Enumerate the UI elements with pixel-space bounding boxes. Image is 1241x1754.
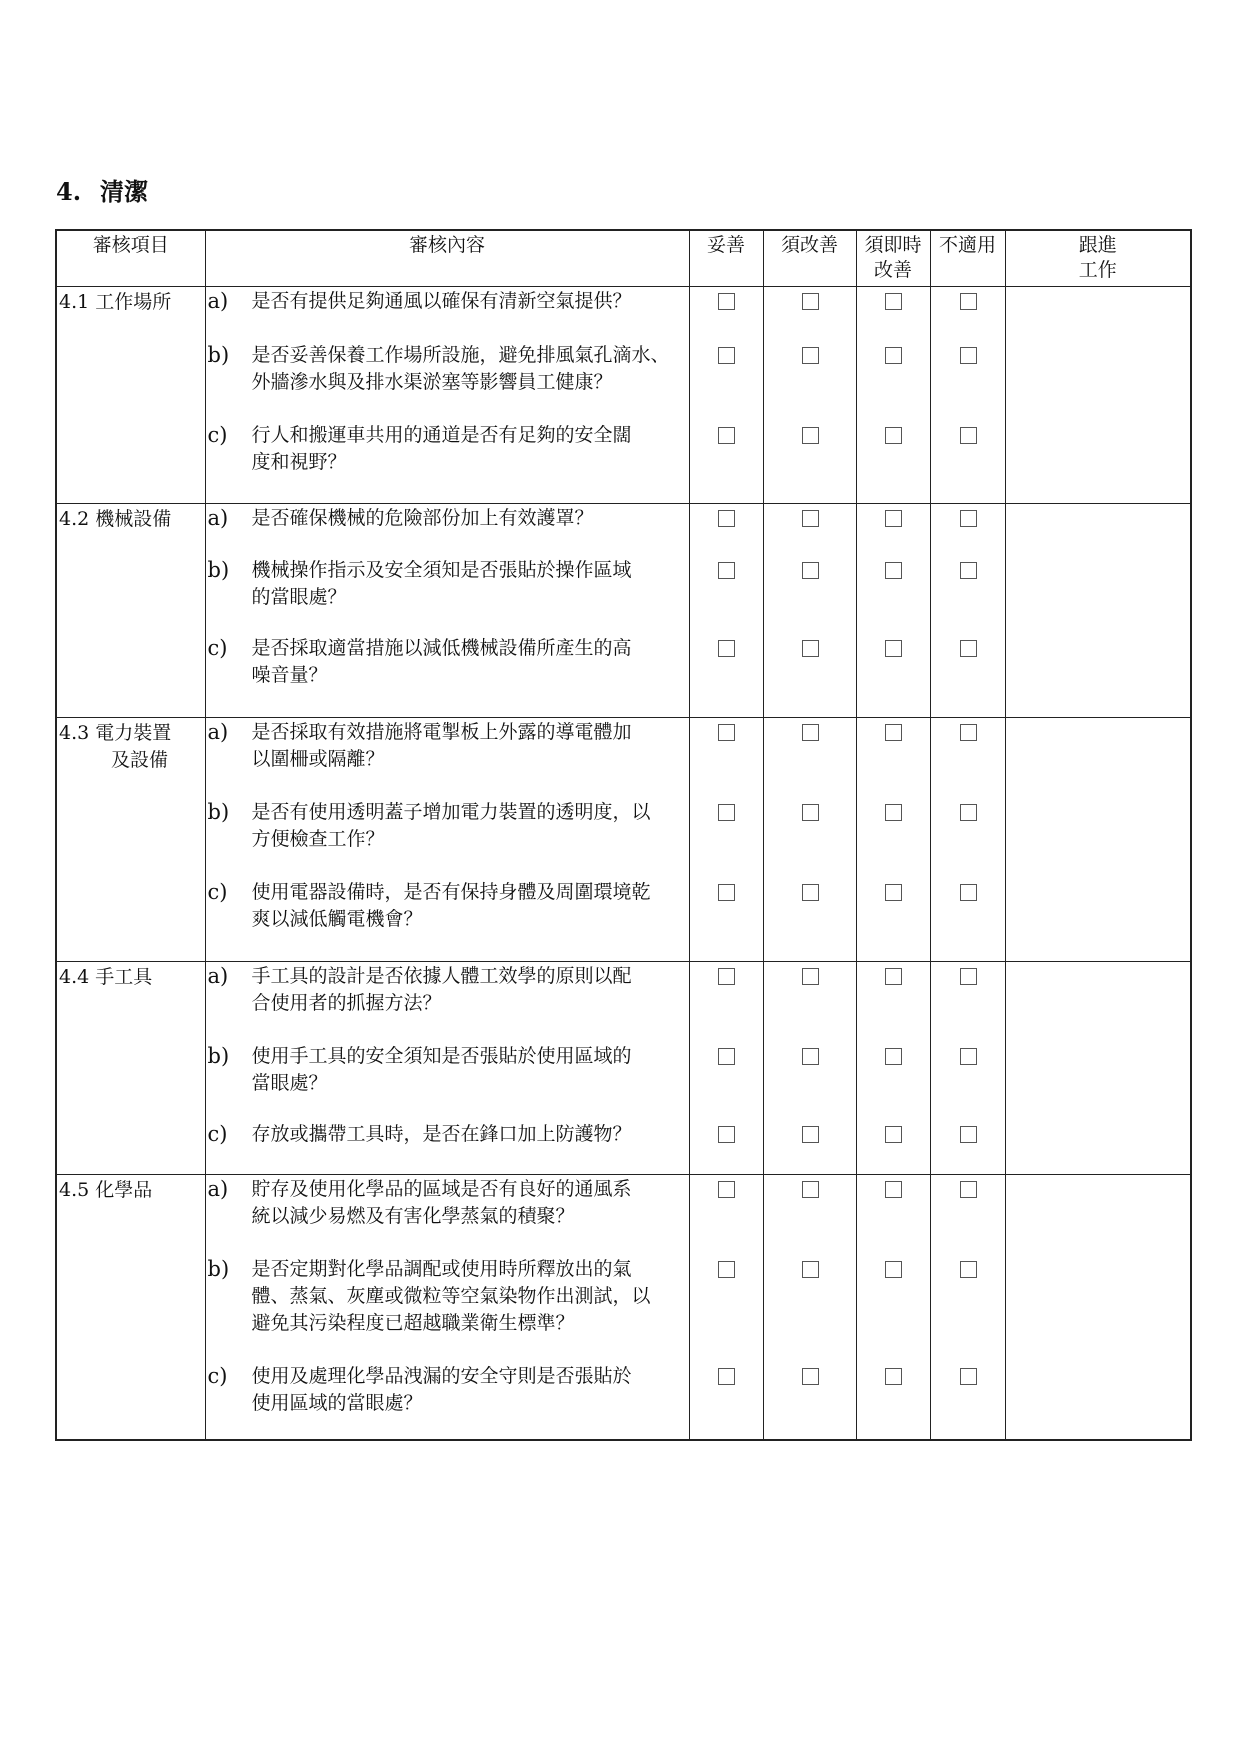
checkbox-na[interactable] xyxy=(960,1126,977,1143)
checkbox-na[interactable] xyxy=(960,347,977,364)
checkbox-improve[interactable] xyxy=(802,884,819,901)
checkbox-na[interactable] xyxy=(960,293,977,310)
checkbox-na[interactable] xyxy=(960,804,977,821)
checkbox-urgent[interactable] xyxy=(885,1181,902,1198)
question-line: 是否妥善保養工作場所設施，避免排風氣孔滴水、 xyxy=(251,343,670,366)
check-cell-good xyxy=(689,503,763,717)
checkbox-good[interactable] xyxy=(718,968,735,985)
checkbox-improve[interactable] xyxy=(802,510,819,527)
item-letter: b) xyxy=(207,1256,230,1281)
question-line: 度和視野？ xyxy=(251,450,347,473)
category-label: 4.4 手工具 xyxy=(59,965,153,988)
check-cell-urgent xyxy=(856,1174,930,1440)
question-line: 當眼處？ xyxy=(251,1071,328,1094)
checkbox-urgent[interactable] xyxy=(885,968,902,985)
item-question xyxy=(252,342,689,396)
checkbox-urgent[interactable] xyxy=(885,1368,902,1385)
checkbox-good[interactable] xyxy=(718,510,735,527)
section-row xyxy=(56,961,1191,1174)
check-cell-improve xyxy=(763,286,856,503)
question-line: 是否採取有效措施將電掣板上外露的導電體加 xyxy=(251,720,632,743)
item-letter: c) xyxy=(207,1121,228,1146)
checkbox-urgent[interactable] xyxy=(885,724,902,741)
check-cell-na xyxy=(930,961,1005,1174)
checkbox-improve[interactable] xyxy=(802,427,819,444)
checkbox-urgent[interactable] xyxy=(885,640,902,657)
header-content: 審核內容 xyxy=(205,230,689,286)
content-cell xyxy=(205,503,689,717)
item-letter: c) xyxy=(207,1363,228,1388)
question-line: 噪音量？ xyxy=(251,663,328,686)
check-cell-improve xyxy=(763,503,856,717)
item-letter: c) xyxy=(207,635,228,660)
checkbox-improve[interactable] xyxy=(802,1368,819,1385)
followup-cell[interactable] xyxy=(1005,961,1191,1174)
question-line: 的當眼處？ xyxy=(251,585,347,608)
checkbox-good[interactable] xyxy=(718,804,735,821)
checkbox-na[interactable] xyxy=(960,1368,977,1385)
question-line: 行人和搬運車共用的通道是否有足夠的安全闊 xyxy=(251,423,632,446)
checkbox-good[interactable] xyxy=(718,1368,735,1385)
followup-cell[interactable] xyxy=(1005,286,1191,503)
item-question xyxy=(252,799,689,853)
section-row xyxy=(56,286,1191,503)
check-cell-urgent xyxy=(856,961,930,1174)
checkbox-good[interactable] xyxy=(718,1048,735,1065)
question-line: 外牆滲水與及排水渠淤塞等影響員工健康？ xyxy=(251,370,613,393)
question-line: 使用手工具的安全須知是否張貼於使用區域的 xyxy=(251,1044,632,1067)
checkbox-good[interactable] xyxy=(718,293,735,310)
item-letter: a) xyxy=(207,288,229,313)
header-improve: 須改善 xyxy=(763,230,856,286)
checkbox-urgent[interactable] xyxy=(885,1261,902,1278)
checkbox-improve[interactable] xyxy=(802,1126,819,1143)
category-cell xyxy=(56,503,205,717)
checkbox-na[interactable] xyxy=(960,1181,977,1198)
checkbox-good[interactable] xyxy=(718,1126,735,1143)
audit-item xyxy=(206,505,689,532)
item-question xyxy=(252,719,689,773)
checkbox-improve[interactable] xyxy=(802,293,819,310)
checkbox-improve[interactable] xyxy=(802,724,819,741)
audit-item xyxy=(206,557,689,611)
checkbox-improve[interactable] xyxy=(802,640,819,657)
check-cell-good xyxy=(689,961,763,1174)
checkbox-good[interactable] xyxy=(718,724,735,741)
check-cell-na xyxy=(930,717,1005,961)
item-question xyxy=(252,963,689,1017)
checkbox-urgent[interactable] xyxy=(885,1126,902,1143)
checkbox-good[interactable] xyxy=(718,884,735,901)
section-title: 清潔 xyxy=(100,177,148,206)
checkbox-na[interactable] xyxy=(960,968,977,985)
header-item: 審核項目 xyxy=(56,230,205,286)
item-question xyxy=(252,1176,689,1230)
checkbox-good[interactable] xyxy=(718,562,735,579)
question-line: 以圍柵或隔離？ xyxy=(251,747,385,770)
audit-item xyxy=(206,799,689,853)
checkbox-good[interactable] xyxy=(718,427,735,444)
checkbox-improve[interactable] xyxy=(802,1048,819,1065)
question-line: 爽以減低觸電機會？ xyxy=(251,907,423,930)
item-letter: a) xyxy=(207,719,229,744)
checkbox-improve[interactable] xyxy=(802,562,819,579)
checkbox-urgent[interactable] xyxy=(885,427,902,444)
item-question xyxy=(252,1043,689,1097)
checkbox-na[interactable] xyxy=(960,427,977,444)
checkbox-improve[interactable] xyxy=(802,804,819,821)
check-cell-urgent xyxy=(856,286,930,503)
checkbox-urgent[interactable] xyxy=(885,1048,902,1065)
section-row xyxy=(56,717,1191,961)
item-letter: b) xyxy=(207,799,230,824)
item-question xyxy=(252,879,689,933)
checkbox-urgent[interactable] xyxy=(885,510,902,527)
check-cell-na xyxy=(930,286,1005,503)
question-line: 存放或攜帶工具時，是否在鋒口加上防護物？ xyxy=(251,1122,632,1145)
checkbox-na[interactable] xyxy=(960,562,977,579)
followup-cell[interactable] xyxy=(1005,503,1191,717)
checkbox-improve[interactable] xyxy=(802,1181,819,1198)
checkbox-urgent[interactable] xyxy=(885,562,902,579)
item-question xyxy=(252,422,689,476)
audit-checklist-table xyxy=(55,229,1192,1441)
checkbox-improve[interactable] xyxy=(802,347,819,364)
category-label: 4.1 工作場所 xyxy=(59,290,172,313)
category-cell xyxy=(56,961,205,1174)
checkbox-na[interactable] xyxy=(960,1048,977,1065)
check-cell-improve xyxy=(763,1174,856,1440)
header-urgent: 須即時 改善 xyxy=(856,230,930,286)
content-cell xyxy=(205,286,689,503)
question-line: 手工具的設計是否依據人體工效學的原則以配 xyxy=(251,964,632,987)
audit-item xyxy=(206,1121,689,1148)
checkbox-improve[interactable] xyxy=(802,1261,819,1278)
section-row xyxy=(56,1174,1191,1440)
category-cell xyxy=(56,286,205,503)
item-letter: a) xyxy=(207,963,229,988)
question-line: 機械操作指示及安全須知是否張貼於操作區域 xyxy=(251,558,632,581)
followup-cell[interactable] xyxy=(1005,1174,1191,1440)
audit-item xyxy=(206,288,689,315)
checkbox-good[interactable] xyxy=(718,1261,735,1278)
header-good: 妥善 xyxy=(689,230,763,286)
audit-item xyxy=(206,1043,689,1097)
audit-item xyxy=(206,1176,689,1230)
checkbox-na[interactable] xyxy=(960,510,977,527)
audit-item xyxy=(206,1256,689,1337)
audit-item xyxy=(206,635,689,689)
check-cell-na xyxy=(930,503,1005,717)
content-cell xyxy=(205,961,689,1174)
check-cell-good xyxy=(689,717,763,961)
question-line: 統以減少易燃及有害化學蒸氣的積聚？ xyxy=(251,1204,575,1227)
audit-item xyxy=(206,963,689,1017)
item-question xyxy=(252,635,689,689)
question-line: 體、蒸氣、灰塵或微粒等空氣染物作出測試，以 xyxy=(251,1284,651,1307)
category-cell xyxy=(56,1174,205,1440)
check-cell-urgent xyxy=(856,503,930,717)
item-letter: a) xyxy=(207,505,229,530)
content-cell xyxy=(205,717,689,961)
item-question xyxy=(252,557,689,611)
audit-item xyxy=(206,719,689,773)
item-letter: b) xyxy=(207,1043,230,1068)
question-line: 合使用者的抓握方法？ xyxy=(251,991,442,1014)
checkbox-good[interactable] xyxy=(718,347,735,364)
item-letter: a) xyxy=(207,1176,229,1201)
check-cell-improve xyxy=(763,717,856,961)
checkbox-urgent[interactable] xyxy=(885,884,902,901)
checkbox-na[interactable] xyxy=(960,884,977,901)
checkbox-na[interactable] xyxy=(960,1261,977,1278)
item-letter: c) xyxy=(207,422,228,447)
item-letter: c) xyxy=(207,879,228,904)
item-question xyxy=(252,1363,689,1417)
header-row xyxy=(56,230,1191,286)
category-cell xyxy=(56,717,205,961)
section-heading xyxy=(56,172,148,207)
checkbox-good[interactable] xyxy=(718,1181,735,1198)
category-label: 4.3 電力裝置 xyxy=(59,721,172,744)
checkbox-improve[interactable] xyxy=(802,968,819,985)
checkbox-na[interactable] xyxy=(960,724,977,741)
checkbox-na[interactable] xyxy=(960,640,977,657)
category-label: 4.5 化學品 xyxy=(59,1178,153,1201)
question-line: 避免其污染程度已超越職業衛生標準？ xyxy=(251,1311,575,1334)
category-label: 4.2 機械設備 xyxy=(59,507,172,530)
audit-item xyxy=(206,342,689,396)
checkbox-urgent[interactable] xyxy=(885,293,902,310)
question-line: 是否有提供足夠通風以確保有清新空氣提供？ xyxy=(251,289,632,312)
question-line: 使用電器設備時，是否有保持身體及周圍環境乾 xyxy=(251,880,651,903)
category-label-cont: 及設備 xyxy=(111,748,169,771)
check-cell-urgent xyxy=(856,717,930,961)
header-na: 不適用 xyxy=(930,230,1005,286)
checkbox-good[interactable] xyxy=(718,640,735,657)
question-line: 是否有使用透明蓋子增加電力裝置的透明度，以 xyxy=(251,800,651,823)
section-number: 4. xyxy=(56,177,82,206)
audit-item xyxy=(206,879,689,933)
question-line: 是否採取適當措施以減低機械設備所產生的高 xyxy=(251,636,632,659)
check-cell-good xyxy=(689,286,763,503)
question-line: 方便檢查工作？ xyxy=(251,827,385,850)
audit-item xyxy=(206,1363,689,1417)
section-row xyxy=(56,503,1191,717)
item-question xyxy=(252,505,689,532)
item-letter: b) xyxy=(207,557,230,582)
question-line: 使用及處理化學品洩漏的安全守則是否張貼於 xyxy=(251,1364,632,1387)
question-line: 是否確保機械的危險部份加上有效護罩？ xyxy=(251,506,594,529)
header-followup: 跟進 工作 xyxy=(1005,230,1191,286)
item-question xyxy=(252,1121,689,1148)
check-cell-na xyxy=(930,1174,1005,1440)
check-cell-improve xyxy=(763,961,856,1174)
checkbox-urgent[interactable] xyxy=(885,804,902,821)
check-cell-good xyxy=(689,1174,763,1440)
checkbox-urgent[interactable] xyxy=(885,347,902,364)
question-line: 使用區域的當眼處？ xyxy=(251,1391,423,1414)
item-letter: b) xyxy=(207,342,230,367)
question-line: 貯存及使用化學品的區域是否有良好的通風系 xyxy=(251,1177,632,1200)
item-question xyxy=(252,288,689,315)
question-line: 是否定期對化學品調配或使用時所釋放出的氣 xyxy=(251,1257,632,1280)
content-cell xyxy=(205,1174,689,1440)
followup-cell[interactable] xyxy=(1005,717,1191,961)
item-question xyxy=(252,1256,689,1337)
audit-item xyxy=(206,422,689,476)
